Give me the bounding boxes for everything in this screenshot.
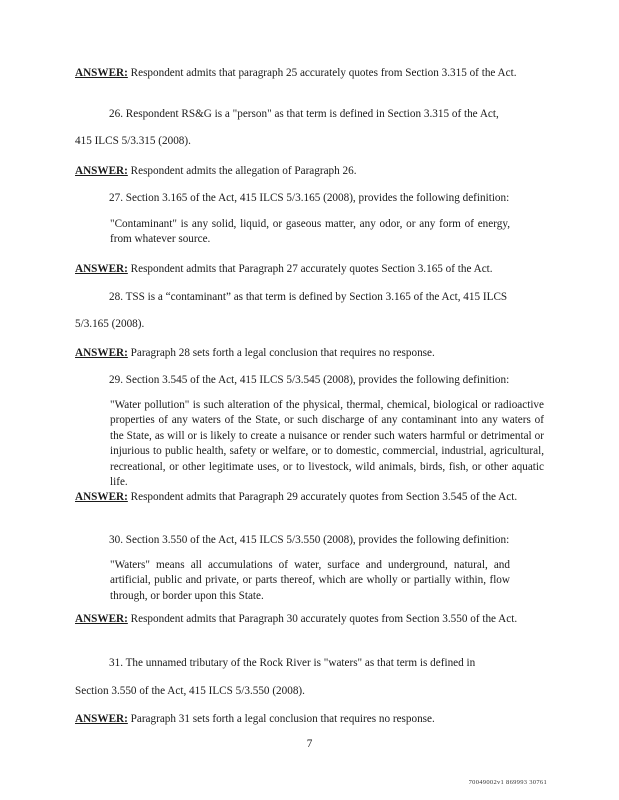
answer-label: ANSWER: [75, 263, 128, 275]
document-id: 70049002v1 869993 30761 [468, 779, 547, 786]
answer-label: ANSWER: [75, 491, 128, 503]
paragraph-26: 26. Respondent RS&G is a "person" as that term is defined in Section 3.315 of the Act, [109, 108, 499, 120]
paragraph-30: 30. Section 3.550 of the Act, 415 ILCS 5/3.550 (2008), provides the following definition: [109, 534, 510, 546]
answer-28: ANSWER: Paragraph 28 sets forth a legal conclusion that requires no response. [75, 347, 435, 359]
paragraph-31: 31. The unnamed tributary of the Rock River is "waters" as that term is defined in [109, 657, 476, 669]
answer-29: ANSWER: Respondent admits that Paragraph 29 accurately quotes from Section 3.545 of the Act. [75, 491, 518, 503]
answer-label: ANSWER: [75, 713, 128, 725]
quote-waters: "Waters" means all accumulations of water, surface and underground, natural, and artificial, public and private, or parts thereof, which are wholly or partially within, flow through, or border upon this State. [110, 559, 510, 602]
answer-26: ANSWER: Respondent admits the allegation of Paragraph 26. [75, 165, 357, 177]
quote-contaminant: "Contaminant" is any solid, liquid, or gaseous matter, any odor, or any form of energy, from whatever source. [110, 218, 510, 246]
answer-label: ANSWER: [75, 67, 128, 79]
answer-label: ANSWER: [75, 347, 128, 359]
paragraph-27: 27. Section 3.165 of the Act, 415 ILCS 5/3.165 (2008), provides the following definition: [109, 192, 510, 204]
answer-label: ANSWER: [75, 165, 128, 177]
quote-water-pollution: "Water pollution" is such alteration of the physical, thermal, chemical, biological or radioactive properties of any waters of the State, or such discharge of any contaminant into any waters of the State, as will or is likely to create a nuisance or render such waters harmful or detrimental or injurious to public health, safety or welfare, or to domestic, commercial, industrial, agricultural, recreational, or other legitimate uses, or to livestock, wild animals, birds, fish, or other aquatic life. [110, 399, 544, 489]
page-number: 7 [306, 738, 313, 750]
answer-30: ANSWER: Respondent admits that Paragraph 30 accurately quotes from Section 3.550 of the Act. [75, 613, 518, 625]
answer-label: ANSWER: [75, 613, 128, 625]
paragraph-29: 29. Section 3.545 of the Act, 415 ILCS 5/3.545 (2008), provides the following definition: [109, 374, 510, 386]
paragraph-31-cont: Section 3.550 of the Act, 415 ILCS 5/3.550 (2008). [75, 685, 305, 697]
answer-27: ANSWER: Respondent admits that Paragraph 27 accurately quotes Section 3.165 of the Act. [75, 263, 493, 275]
paragraph-28-cont: 5/3.165 (2008). [75, 318, 145, 330]
paragraph-26-cont: 415 ILCS 5/3.315 (2008). [75, 135, 191, 147]
paragraph-28: 28. TSS is a “contaminant” as that term is defined by Section 3.165 of the Act, 415 ILCS [109, 291, 508, 303]
answer-25: ANSWER: Respondent admits that paragraph 25 accurately quotes from Section 3.315 of the Act. [75, 67, 517, 79]
answer-31: ANSWER: Paragraph 31 sets forth a legal conclusion that requires no response. [75, 713, 435, 725]
